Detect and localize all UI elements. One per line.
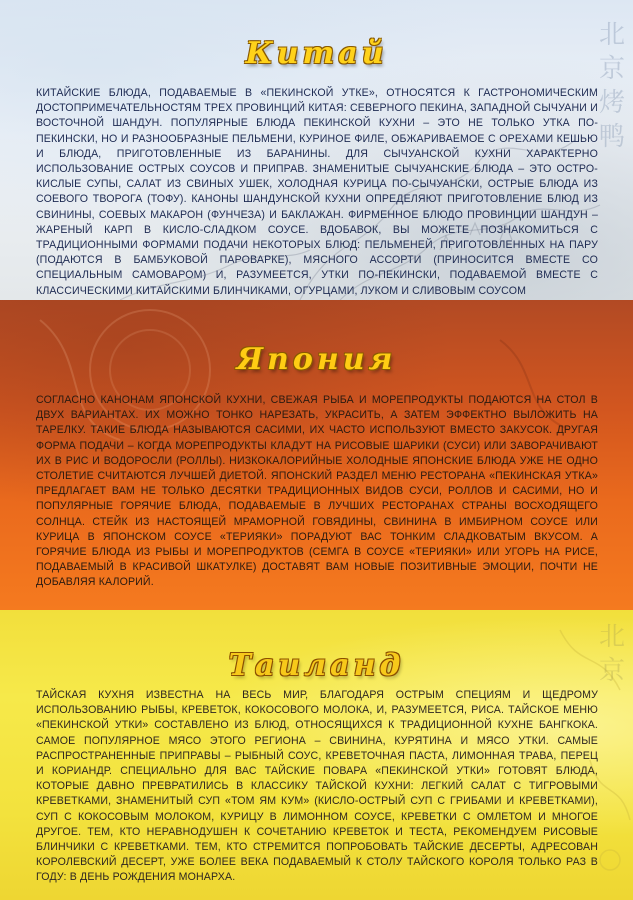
china-section [0,0,633,300]
thailand-section [0,610,633,900]
chinese-characters-decoration: 北 京 烤 鸭 [598,20,625,152]
japan-section [0,300,633,610]
thailand-title: Таиланд [228,648,405,683]
japan-title: Япония [236,342,397,377]
japan-text: СОГЛАСНО КАНОНАМ ЯПОНСКОЙ КУХНИ, СВЕЖАЯ РЫБА И МОРЕПРОДУКТЫ ПОДАЮТСЯ НА СТОЛ В ДВУХ ВАРИАНТАХ. ИХ МОЖНО ТОНКО НАРЕЗАТЬ, УКРАСИТЬ, А ЗАТЕМ ЭФФЕКТНО ВЫЛОЖИТЬ НА ТАРЕЛКУ. ТАКИЕ БЛЮДА НАЗЫВАЮТСЯ САСИМИ, ИХ ЧАСТО ИСПОЛЬЗУЮТ ВМЕСТО ЗАКУСОК. ДРУГАЯ ФОРМА ПОДАЧИ – КОГДА МОРЕПРОДУКТЫ КЛАДУТ НА РИСОВЫЕ ШАРИКИ (СУСИ) ИЛИ ЗАВОРАЧИВАЮТ ИХ В РИС И ВОДОРОСЛИ (РОЛЛЫ). НИЗКОКАЛОРИЙНЫЕ ХОЛОДНЫЕ ЯПОНСКИЕ БЛЮДА УЖЕ НЕ ОДНО СТОЛЕТИЕ СЧИТАЮТСЯ ЛУЧШЕЙ ДИЕТОЙ. ЯПОНСКИЙ РАЗДЕЛ МЕНЮ РЕСТОРАНА «ПЕКИНСКАЯ УТКА» ПРЕДЛАГАЕТ ВАМ НЕ ТОЛЬКО ДЕСЯТКИ ТРАДИЦИОННЫХ ВИДОВ СУСИ, РОЛЛОВ И САСИМИ, НО И ПОПУЛЯРНЫЕ ГОРЯЧИЕ БЛЮДА, ПОДАВАЕМЫЕ В ЛУЧШИХ РЕСТОРАНАХ СТРАНЫ ВОСХОДЯЩЕГО СОЛНЦА. СТЕЙК ИЗ НАСТОЯЩЕЙ МРАМОРНОЙ ГОВЯДИНЫ, СВИНИНА В ИМБИРНОМ СОУСЕ ИЛИ КУРИЦА В ЯПОНСКОМ СОУСЕ «ТЕРИЯКИ» ПОРАДУЮТ ВАС ТОНКИМ СЛАДКОВАТЫМ ВКУСОМ. А ГОРЯЧИЕ БЛЮДА ИЗ РЫБЫ И МОРЕПРОДУКТОВ (СЕМГА В СОУСЕ «ТЕРИЯКИ» ИЛИ УГОРЬ НА РИСЕ, ПОДАВАЕМЫЙ В КРАСИВОЙ ШКАТУЛКЕ) ДОСТАВЯТ ВАМ НОВЫЕ ПОЗИТИВНЫЕ ЭМОЦИИ, ПОЧТИ НЕ ДОБАВЛЯЯ КАЛОРИЙ. [36,394,598,589]
thailand-text: ТАЙСКАЯ КУХНЯ ИЗВЕСТНА НА ВЕСЬ МИР, БЛАГОДАРЯ ОСТРЫМ СПЕЦИЯМ И ЩЕДРОМУ ИСПОЛЬЗОВАНИЮ РЫБЫ, КРЕВЕТОК, КОКОСОВОГО МОЛОКА, И, РАЗУМЕЕТСЯ, РИСА. ТАЙСКОЕ МЕНЮ «ПЕКИНСКОЙ УТКИ» СОСТАВЛЕНО ИЗ БЛЮД, ОТНОСЯЩИХСЯ К ТРАДИЦИОННОЙ КУХНЕ БАНГКОКА. САМОЕ ПОПУЛЯРНОЕ МЯСО ЭТОГО РЕГИОНА – СВИНИНА, КУРЯТИНА И МЯСО УТКИ. САМЫЕ РАСПРОСТРАНЕННЫЕ ПРИПРАВЫ – РЫБНЫЙ СОУС, КРЕВЕТОЧНАЯ ПАСТА, ЛИМОННАЯ ТРАВА, ПЕРЕЦ И КОРИАНДР. СПЕЦИАЛЬНО ДЛЯ ВАС ТАЙСКИЕ ПОВАРА «ПЕКИНСКОЙ УТКИ» ГОТОВЯТ БЛЮДА, КОТОРЫЕ ДАВНО ПРЕВРАТИЛИСЬ В КЛАССИКУ ТАЙСКОЙ КУХНИ: ЛЕГКИЙ САЛАТ С ТИГРОВЫМИ КРЕВЕТКАМИ, ЗНАМЕНИТЫЙ СУП «ТОМ ЯМ КУМ» (КИСЛО-ОСТРЫЙ СУП С ГРИБАМИ И КРЕВЕТКАМИ), СУП С КОКОСОВЫМ МОЛОКОМ, КУРИЦУ В ЛИМОННОМ СОУСЕ, КРЕВЕТКИ С ОМЛЕТОМ И МНОГОЕ ДРУГОЕ. ТЕМ, КТО НЕРАВНОДУШЕН К СОЧЕТАНИЮ КРЕВЕТОК И ТЕСТА, РЕКОМЕНДУЕМ РИСОВЫЕ БЛИНЧИКИ С КРЕВЕТКАМИ. ТЕМ, КТО СТРЕМИТСЯ ПОПРОБОВАТЬ ТАЙСКИЕ ДЕСЕРТЫ, АДРЕСОВАН КОРОЛЕВСКИЙ ДЕСЕРТ, УЖЕ БОЛЕЕ ВЕКА ПОДАВАЕМЫЙ К СТОЛУ ТАЙСКОГО КОРОЛЯ ТОЛЬКО РАЗ В ГОДУ: В ДЕНЬ РОЖДЕНИЯ МОНАРХА. [36,689,598,884]
china-title: Китай [245,36,388,71]
china-text: КИТАЙСКИЕ БЛЮДА, ПОДАВАЕМЫЕ В «ПЕКИНСКОЙ УТКЕ», ОТНОСЯТСЯ К ГАСТРОНОМИЧЕСКИМ ДОСТОПРИМЕЧАТЕЛЬНОСТЯМ ТРЕХ ПРОВИНЦИЙ КИТАЯ: СЕВЕРНОГО ПЕКИНА, ЗАПАДНОЙ СЫЧУАНИ И ВОСТОЧНОЙ ШАНДУН. ПОПУЛЯРНЫЕ БЛЮДА ПЕКИНСКОЙ КУХНИ – ЭТО НЕ ТОЛЬКО УТКА ПО-ПЕКИНСКИ, НО И РАЗНООБРАЗНЫЕ ПЕЛЬМЕНИ, КУРИНОЕ ФИЛЕ, ОБЖАРИВАЕМОЕ С ОРЕХАМИ КЕШЬЮ И БЛЮДА, ПРИГОТОВЛЕННЫЕ ИЗ БАРАНИНЫ. ДЛЯ СЫЧУАНСКОЙ КУХНИ ХАРАКТЕРНО ИСПОЛЬЗОВАНИЕ ОСТРЫХ СОУСОВ И ПРИПРАВ. ЗНАМЕНИТЫЕ СЫЧУАНСКИЕ БЛЮДА – ЭТО ОСТРО-КИСЛЫЕ СУПЫ, САЛАТ ИЗ СВИНЫХ УШЕК, ХОЛОДНАЯ КУРИЦА ПО-СЫЧУАНСКИ, ОСТРЫЕ БЛЮДА ИЗ СОЕВОГО ТВОРОГА (ТОФУ). КАНОНЫ ШАНДУНСКОЙ КУХНИ ОПРЕДЕЛЯЮТ ПРИГОТОВЛЕНИЕ БЛЮД ИЗ СВИНИНЫ, СОЕВЫХ МАКАРОН (ФУНЧЕЗА) И БАКЛАЖАН. ФИРМЕННОЕ БЛЮДО ПРОВИНЦИИ ШАНДУН – ЖАРЕНЫЙ КАРП В КИСЛО-СЛАДКОМ СОУСЕ. ВДОБАВОК, ВЫ МОЖЕТЕ ПОЗНАКОМИТЬСЯ С ТРАДИЦИОННЫМИ ФОРМАМИ ПОДАЧИ НЕКОТОРЫХ БЛЮД: ПЕЛЬМЕНЕЙ, ПРИГОТОВЛЕННЫХ НА ПАРУ (ПОДАЮТСЯ В БАМБУКОВОЙ ПАРОВАРКЕ), МЯСНОГО АССОРТИ (ПРИНОСИТСЯ ВМЕСТЕ СО СПЕЦИАЛЬНЫМ САМОВАРОМ) И, РАЗУМЕЕТСЯ, УТКИ ПО-ПЕКИНСКИ, ПОДАВАЕМОЙ ВМЕСТЕ С КЛАССИЧЕСКИМИ КИТАЙСКИМИ БЛИНЧИКАМИ, ОГУРЦАМИ, ЛУКОМ И СЛИВОВЫМ СОУСОМ [36,87,598,297]
thai-characters-decoration: 北 京 [598,622,625,686]
